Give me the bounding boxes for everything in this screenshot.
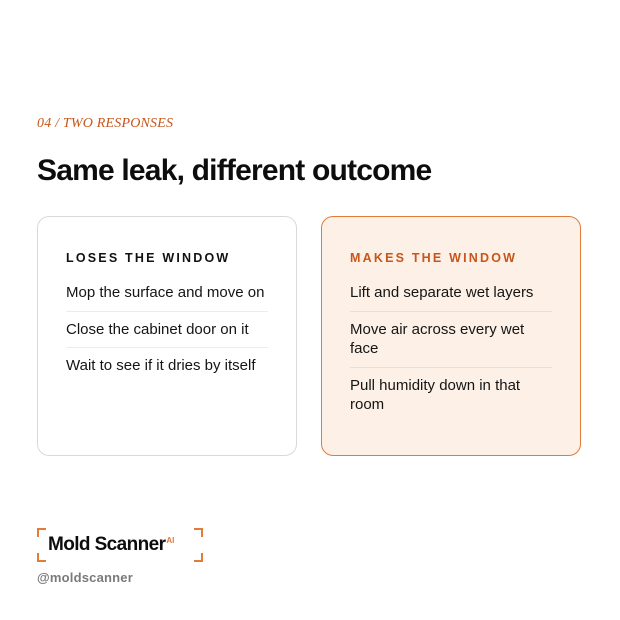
logo-corner-bracket: [37, 553, 46, 562]
social-handle: @moldscanner: [37, 570, 133, 585]
logo-corner-bracket: [194, 528, 203, 537]
makes-window-card: [321, 216, 581, 456]
section-eyebrow: 04 / TWO RESPONSES: [37, 116, 174, 131]
page-title: Same leak, different outcome: [37, 154, 432, 187]
brand-badge: AI: [166, 535, 175, 545]
card-heading: MAKES THE WINDOW: [350, 251, 518, 265]
brand-logo: [37, 528, 203, 562]
list-item: Lift and separate wet layers: [350, 283, 552, 312]
logo-corner-bracket: [194, 553, 203, 562]
response-list: [350, 283, 552, 423]
list-item: Move air across every wet face: [350, 312, 552, 368]
loses-window-card: [37, 216, 297, 456]
brand-name: Mold Scanner: [48, 534, 166, 555]
list-item: Mop the surface and move on: [66, 283, 268, 312]
card-heading: LOSES THE WINDOW: [66, 251, 231, 265]
list-item: Pull humidity down in that room: [350, 376, 521, 413]
list-item: Close the cabinet door on it: [66, 312, 268, 349]
list-item: Wait to see if it dries by itself: [66, 357, 256, 374]
logo-wordmark: [48, 534, 174, 556]
logo-corner-bracket: [37, 528, 46, 537]
response-list: [66, 283, 268, 384]
